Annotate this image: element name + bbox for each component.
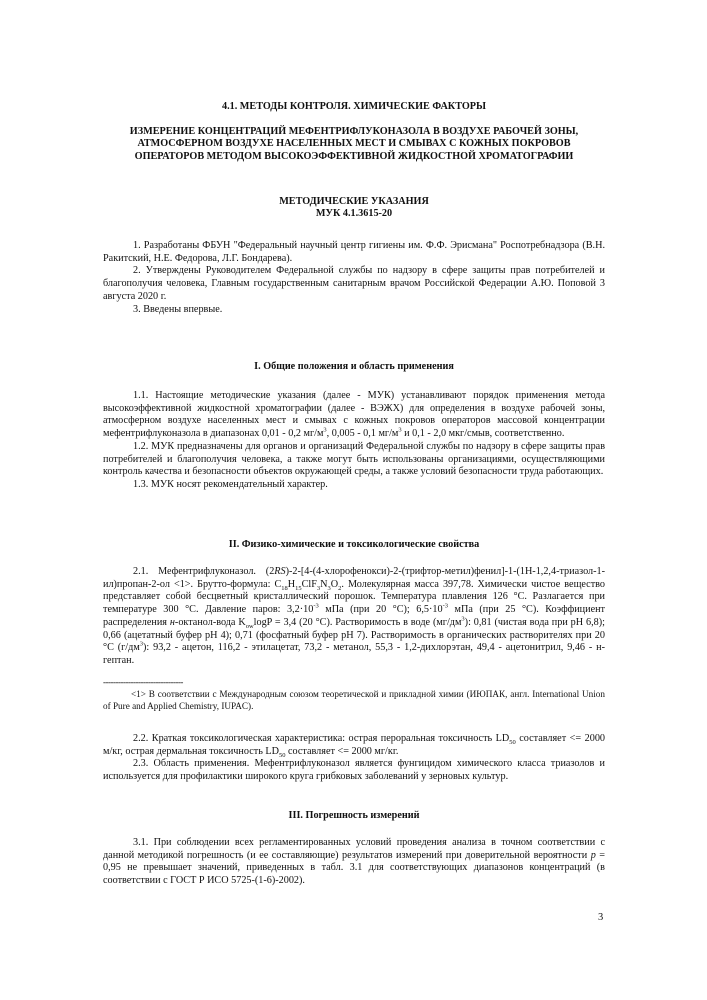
footnote: [103, 688, 605, 712]
section-3-body: [103, 837, 605, 888]
doc-code: МУК 4.1.3615-20: [315, 208, 393, 220]
paragraph-2-3: 2.3. Область применения. Мефентрифлуконазол является фунгицидом химического класса триазолов и используется для профилактики широкого круга грибковых заболеваний у зерновых культур.: [103, 758, 605, 783]
paragraph-2-2: 2.2. Краткая токсикологическая характеристика: острая пероральная токсичность $LD_{50}$ составляет <= 2000 м/кг, острая дермальная токсичность $LD_{50}$ составляет <= 2000 мг/кг.: [103, 733, 606, 759]
section-3-heading: III. Погрешность измерений: [288, 810, 420, 821]
doc-type-label: МЕТОДИЧЕСКИЕ УКАЗАНИЯ: [279, 196, 429, 207]
section-2-body: [103, 566, 605, 668]
paragraph-1-1: 1.1. Настоящие методические указания (далее - МУК) устанавливают порядок применения метода высокоэффективной жидкостной хроматографии (далее - ВЭЖХ) для определения в воздухе рабочей зоны, атмосферном воздухе населенных мест и смывах с кожных покровов операторов массовой концентрации мефентрифлуконазола в диапазонах 0,01 - 0,2 $мг/м^3$, 0,005 - 0,1 $мг/м^3$ и 0,1 - 2,0 мкг/смыв, соответственно.: [103, 390, 605, 440]
document-title: ИЗМЕРЕНИЕ КОНЦЕНТРАЦИЙ МЕФЕНТРИФЛУКОНАЗОЛА В ВОЗДУХЕ РАБОЧЕЙ ЗОНЫ, АТМОСФЕРНОМ ВОЗДУХЕ НАСЕЛЕННЫХ МЕСТ И СМЫВАХ С КОЖНЫХ ПОКРОВОВ ОПЕРАТОРОВ МЕТОДОМ ВЫСОКОЭФФЕКТИВНОЙ ЖИДКОСТНОЙ ХРОМАТОГРАФИИ: [129, 126, 579, 162]
paragraph-2-1: 2.1. Мефентрифлуконазол. (2RS)-2-[4-(4-хлорофенокси)-2-(трифтор-метил)фенил]-1-(1Н-1,2,4-триазол-1-ил)пропан-2-ол <1>. Брутто-формула: $C_{18}H_{15}ClF_3N_3O_2$. Молекулярная масса 397,78. Химически чистое вещество представляет собой бесцветный кристаллический порошок. Температура плавления 126 °С. Разлагается при температуре 300 °С. Давление паров: $3,2\cdot 10^{-3}$ мПа (при 20 °С); $6,5\cdot 10^{-3}$ мПа (при 25 °С). Коэффициент распределения н-октанол-вода $K_{ow}\log P = 3,4$ (20 °С). Растворимость в воде $(мг/дм^3)$: 0,81 (чистая вода при pH 6,8); 0,66 (ацетатный буфер pH 4); 0,71 (фосфатный буфер pH 7). Растворимость в органических растворителях при 20 °С $(г/дм^3)$: 93,2 - ацетон, 116,2 - этилацетат, 73,2 - метанол, 55,3 - 1,2-дихлорэтан, 49,4 - ацетонитрил, 9,46 - н-гептан.: [103, 566, 606, 666]
intro-paragraph-3: 3. Введены впервые.: [133, 303, 223, 315]
intro-paragraph-1: 1. Разработаны ФБУН "Федеральный научный центр гигиены им. Ф.Ф. Эрисмана" Роспотребнадзора (В.Н. Ракитский, Н.Е. Федорова, Л.Г. Бондарева).: [103, 240, 605, 264]
page-number: 3: [598, 912, 604, 923]
intro-paragraph-2: 2. Утверждены Руководителем Федеральной службы по надзору в сфере защиты прав потребителей и благополучия человека, Главным государственным санитарным врачом Российской Федерации А.Ю. Поповой 3 августа 2020 г.: [103, 265, 605, 302]
paragraph-3-1: 3.1. При соблюдении всех регламентированных условий проведения анализа в точном соответствии с данной методикой погрешность (и ее составляющие) результатов измерений при доверительной вероятности р = 0,95 не превышает значений, приведенных в табл. 3.1 для соответствующих диапазонов концентраций (в соответствии с ГОСТ Р ИСО 5725-(1-6)-2002).: [103, 837, 606, 887]
footnote-text: <1> В соответствии с Международным союзом теоретической и прикладной химии (ИЮПАК, англ. International Union of Pure and Applied Chemistry, IUPAC).: [103, 689, 605, 711]
paragraph-1-3: 1.3. МУК носят рекомендательный характер.: [133, 478, 328, 490]
document-type: [103, 196, 605, 221]
section-2-heading: II. Физико-химические и токсикологические свойства: [228, 539, 480, 550]
section-2-body-cont: [103, 733, 605, 784]
footnote-separator: --------------------------------: [103, 677, 183, 687]
intro-block: [103, 240, 605, 316]
section-1-body: [103, 390, 605, 492]
section-title: 4.1. МЕТОДЫ КОНТРОЛЯ. ХИМИЧЕСКИЕ ФАКТОРЫ: [221, 101, 487, 112]
paragraph-1-2: 1.2. МУК предназначены для органов и организаций Федеральной службы по надзору в сфере защиты прав потребителей и благополучия человека, а также могут быть использованы организациями, осуществляющими контроль качества и безопасности объектов окружающей среды, а также условий безопасности труда работающих.: [103, 440, 605, 478]
section-1-heading: I. Общие положения и область применения: [254, 361, 454, 372]
